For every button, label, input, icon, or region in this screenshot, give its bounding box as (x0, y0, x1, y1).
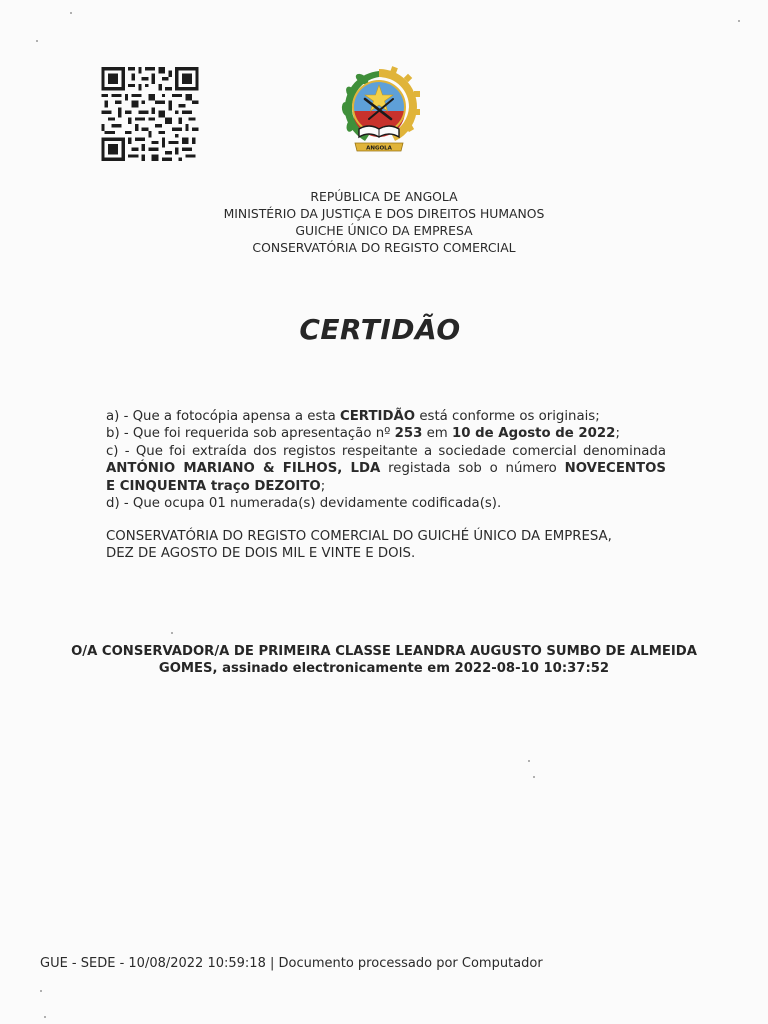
closing-statement (106, 528, 664, 563)
scan-speck (528, 760, 530, 762)
document-title: CERTIDÃO (299, 313, 461, 346)
header-ministry: MINISTÉRIO DA JUSTIÇA E DOS DIREITOS HUMANOS (223, 206, 545, 221)
angola-emblem-icon (335, 63, 423, 155)
document-header (0, 188, 768, 256)
scan-speck (533, 776, 535, 778)
scan-speck (738, 20, 740, 22)
clause-c-number: E CINQUENTA traço DEZOITO; (106, 478, 326, 494)
scan-speck (171, 632, 173, 634)
certificate-clauses (106, 408, 666, 512)
clause-c-company: ANTÓNIO MARIANO & FILHOS, LDA registada sob o número NOVECENTOS (106, 461, 666, 477)
qr-code-icon (101, 67, 199, 161)
header-registry: CONSERVATÓRIA DO REGISTO COMERCIAL (252, 240, 516, 255)
signature-line-1: O/A CONSERVADOR/A DE PRIMEIRA CLASSE LEANDRA AUGUSTO SUMBO DE ALMEIDA (71, 644, 697, 659)
clause-b: b) - Que foi requerida sob apresentação nº 253 em 10 de Agosto de 2022; (106, 426, 620, 442)
clause-c: c) - Que foi extraída dos registos respeitante a sociedade comercial denominada (106, 443, 666, 459)
header-country: REPÚBLICA DE ANGOLA (310, 189, 458, 204)
header-office: GUICHE ÚNICO DA EMPRESA (295, 223, 473, 238)
signature-block (40, 643, 728, 678)
closing-line-1: CONSERVATÓRIA DO REGISTO COMERCIAL DO GUICHÉ ÚNICO DA EMPRESA, (106, 529, 612, 544)
scan-speck (44, 1016, 46, 1018)
clause-d: d) - Que ocupa 01 numerada(s) devidamente codificada(s). (106, 496, 502, 512)
scan-speck (36, 40, 38, 42)
closing-line-2: DEZ DE AGOSTO DE DOIS MIL E VINTE E DOIS. (106, 546, 416, 562)
document-footer: GUE - SEDE - 10/08/2022 10:59:18 | Documento processado por Computador (40, 956, 543, 971)
emblem-banner-text: ANGOLA (366, 145, 392, 152)
scan-speck (40, 990, 42, 992)
scan-speck (70, 12, 72, 14)
signature-line-2: GOMES, assinado electronicamente em 2022-08-10 10:37:52 (158, 661, 610, 677)
clause-a: a) - Que a fotocópia apensa a esta CERTIDÃO está conforme os originais; (106, 409, 600, 424)
